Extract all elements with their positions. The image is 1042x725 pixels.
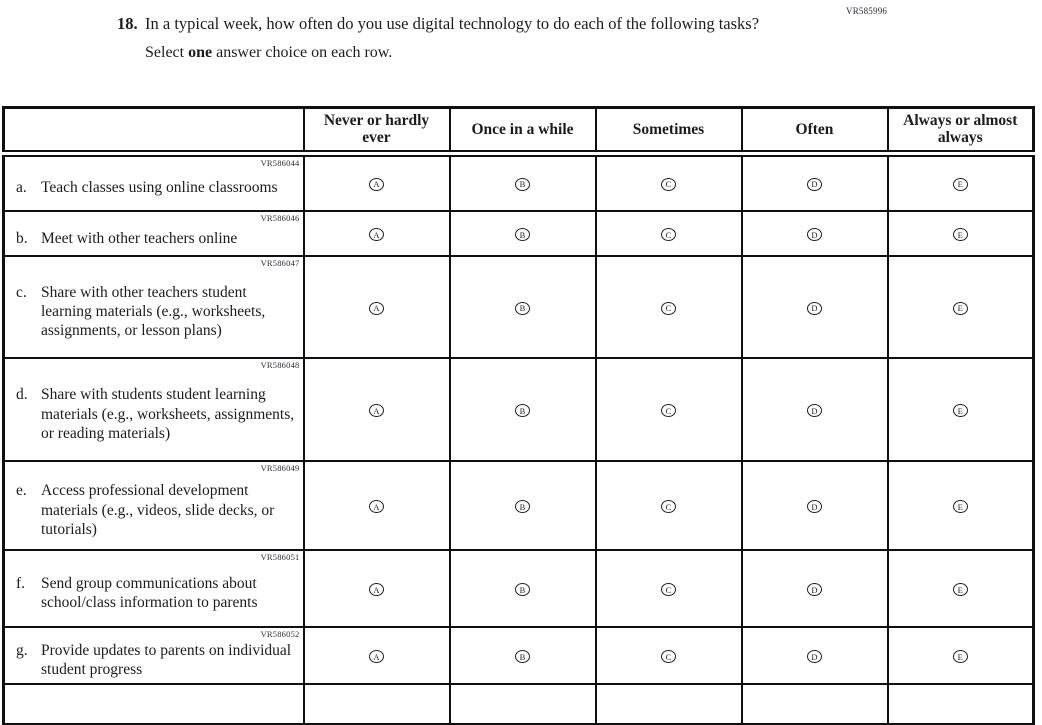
option-bubble-e[interactable]: E — [953, 404, 968, 417]
row-letter: f. — [16, 575, 26, 592]
option-bubble-d[interactable]: D — [807, 650, 822, 663]
column-header-once-in-a-while: Once in a while — [450, 108, 596, 154]
row-label-cell — [4, 153, 304, 211]
option-bubble-a[interactable]: A — [369, 650, 384, 663]
option-cell — [450, 550, 596, 627]
option-bubble-e[interactable]: E — [953, 583, 968, 596]
option-bubble-a[interactable]: A — [369, 404, 384, 417]
option-cell — [742, 153, 888, 211]
option-cell — [450, 627, 596, 684]
option-bubble-d[interactable]: D — [807, 500, 822, 513]
option-cell — [304, 461, 450, 550]
header-row — [4, 108, 1034, 154]
option-bubble-d[interactable]: D — [807, 302, 822, 315]
row-vr-code: VR586046 — [260, 213, 300, 224]
option-bubble-a[interactable]: A — [369, 302, 384, 315]
header-empty-cell — [4, 108, 304, 154]
question-instruction — [145, 44, 817, 62]
row-label-cell — [4, 461, 304, 550]
row-letter: e. — [16, 482, 27, 500]
row-label: Share with other teachers student learning materials (e.g., worksheets, assignments, or lesson plans) — [41, 283, 266, 340]
option-cell — [596, 461, 742, 550]
question-number: 18. — [117, 14, 138, 33]
instruction-prefix: Select — [145, 44, 189, 62]
option-bubble-d[interactable]: D — [807, 228, 822, 241]
row-vr-code: VR586048 — [260, 360, 300, 371]
option-cell — [596, 358, 742, 461]
option-cell — [304, 358, 450, 461]
table-row-g — [4, 627, 1034, 684]
option-bubble-c[interactable]: C — [661, 228, 676, 241]
question-vr-code: VR585996 — [846, 6, 888, 16]
option-bubble-d[interactable]: D — [807, 178, 822, 191]
row-label: Send group communications about school/class information to parents — [41, 575, 258, 612]
table-row-c — [4, 256, 1034, 358]
option-cell — [888, 461, 1034, 550]
table-row-b — [4, 211, 1034, 256]
instruction-suffix: answer choice on each row. — [212, 44, 393, 62]
option-bubble-a[interactable]: A — [369, 500, 384, 513]
option-cell — [888, 627, 1034, 684]
row-letter: g. — [16, 642, 28, 659]
option-cell — [742, 461, 888, 550]
row-label: Share with students student learning materials (e.g., worksheets, assignments, or reading materials) — [41, 386, 295, 442]
row-vr-code: VR586047 — [260, 258, 300, 269]
row-vr-code: VR586044 — [260, 157, 300, 168]
row-label-cell — [4, 550, 304, 627]
option-bubble-b[interactable]: B — [515, 650, 530, 663]
column-header-always: Always or almost always — [888, 108, 1034, 154]
option-cell — [888, 550, 1034, 627]
table-row-a — [4, 153, 1034, 211]
option-cell — [742, 550, 888, 627]
option-cell — [450, 153, 596, 211]
option-bubble-b[interactable]: B — [515, 500, 530, 513]
option-cell — [596, 211, 742, 256]
option-bubble-e[interactable]: E — [953, 178, 968, 191]
option-cell — [888, 358, 1034, 461]
option-bubble-c[interactable]: C — [661, 178, 676, 191]
row-label-cell — [4, 211, 304, 256]
option-bubble-b[interactable]: B — [515, 583, 530, 596]
option-bubble-e[interactable]: E — [953, 500, 968, 513]
option-cell — [742, 358, 888, 461]
option-cell — [304, 684, 450, 724]
option-bubble-b[interactable]: B — [515, 404, 530, 417]
option-bubble-a[interactable]: A — [369, 583, 384, 596]
option-cell — [888, 684, 1034, 724]
option-bubble-a[interactable]: A — [369, 178, 384, 191]
option-cell — [742, 256, 888, 358]
option-bubble-e[interactable]: E — [953, 302, 968, 315]
option-bubble-c[interactable]: C — [661, 500, 676, 513]
row-label: Provide updates to parents on individual student progress — [41, 642, 292, 679]
option-cell — [304, 211, 450, 256]
option-cell — [450, 461, 596, 550]
row-label: Access professional development materials (e.g., videos, slide decks, or tutorials) — [41, 482, 275, 538]
option-cell — [596, 256, 742, 358]
option-bubble-e[interactable]: E — [953, 228, 968, 241]
option-bubble-d[interactable]: D — [807, 404, 822, 417]
option-bubble-b[interactable]: B — [515, 302, 530, 315]
answer-matrix-table — [2, 106, 1035, 725]
option-cell — [742, 684, 888, 724]
option-cell — [596, 550, 742, 627]
option-cell — [450, 211, 596, 256]
option-bubble-c[interactable]: C — [661, 583, 676, 596]
row-label: Teach classes using online classrooms — [41, 179, 278, 197]
row-label-cell — [4, 627, 304, 684]
option-bubble-c[interactable]: C — [661, 650, 676, 663]
column-header-often: Often — [742, 108, 888, 154]
instruction-bold-word: one — [188, 44, 213, 62]
row-letter: a. — [16, 179, 27, 197]
option-cell — [304, 550, 450, 627]
option-cell — [888, 211, 1034, 256]
option-cell — [304, 153, 450, 211]
row-letter: d. — [16, 386, 28, 404]
option-cell — [596, 627, 742, 684]
option-cell — [596, 684, 742, 724]
option-bubble-a[interactable]: A — [369, 228, 384, 241]
row-label-cell — [4, 358, 304, 461]
option-cell — [450, 256, 596, 358]
row-label: Meet with other teachers online — [41, 229, 238, 247]
column-header-sometimes: Sometimes — [596, 108, 742, 154]
row-letter: c. — [16, 283, 27, 301]
table-row-d — [4, 358, 1034, 461]
question-text: In a typical week, how often do you use digital technology to do each of the following tasks? — [145, 14, 760, 33]
table-row-partial — [4, 684, 1034, 724]
option-cell — [742, 627, 888, 684]
option-cell — [596, 153, 742, 211]
option-bubble-c[interactable]: C — [661, 404, 676, 417]
option-bubble-b[interactable]: B — [515, 228, 530, 241]
option-bubble-e[interactable]: E — [953, 650, 968, 663]
table-row-f — [4, 550, 1034, 627]
option-bubble-c[interactable]: C — [661, 302, 676, 315]
column-header-never: Never or hardly ever — [304, 108, 450, 154]
option-cell — [304, 627, 450, 684]
row-letter: b. — [16, 229, 28, 247]
row-vr-code: VR586051 — [260, 552, 300, 563]
option-bubble-d[interactable]: D — [807, 583, 822, 596]
row-vr-code: VR586049 — [260, 463, 300, 474]
row-vr-code: VR586052 — [260, 629, 300, 640]
row-label-cell — [4, 256, 304, 358]
question-block — [117, 13, 817, 62]
option-cell — [888, 256, 1034, 358]
option-cell — [450, 684, 596, 724]
row-label-cell — [4, 684, 304, 724]
option-cell — [742, 211, 888, 256]
table-row-e — [4, 461, 1034, 550]
option-bubble-b[interactable]: B — [515, 178, 530, 191]
option-cell — [888, 153, 1034, 211]
option-cell — [304, 256, 450, 358]
option-cell — [450, 358, 596, 461]
